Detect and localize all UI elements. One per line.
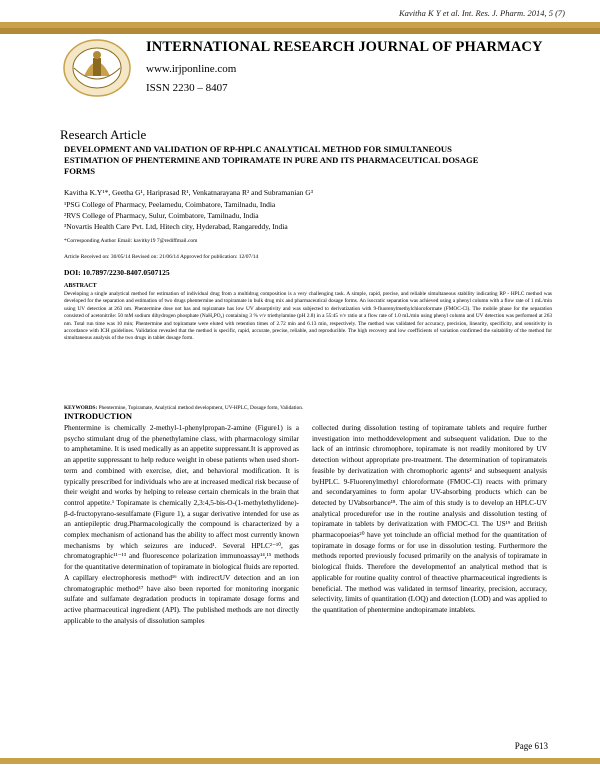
- affiliation-1: ¹PSG College of Pharmacy, Peelamedu, Coimbatore, Tamilnadu, India: [64, 200, 276, 209]
- journal-title: INTERNATIONAL RESEARCH JOURNAL OF PHARMACY: [146, 39, 543, 55]
- article-title: DEVELOPMENT AND VALIDATION OF RP-HPLC ANALYTICAL METHOD FOR SIMULTANEOUS ESTIMATION OF PHENTERMINE AND TOPIRAMATE IN PURE AND ITS PHARMACEUTICAL DOSAGE FORMS: [64, 144, 479, 176]
- introduction-column-right: collected during dissolution testing of topiramate tablets and require further investigation into methoddevelopment and subsequent validation. Due to the lack of an intrinsic chromophore, topiramate is not readily monitored by UV detection without appropriate pre-treatment. The determination of topiramateis feasible by derivatization with chromophoric agents² and subsequent analysis byHPLC. 9-Fluorenylmethyl chloroformate (FMOC-Cl) reacts with primary and secondaryamines to form apolar UV-absorbing products which can be detected by UVabsorbance¹⁸. The aim of this study is to develop an HPLC-UV analytical procedurefor use in the routine analysis and dissolution testing of topiramate in tablets by derivatization with FMOC-Cl. The US¹⁹ and British pharmacopoeias²⁰ have yet toinclude an official method for the quantitation of topiramate in dosage forms or for use in dissolution testing. Furthermore the methods reported previously focused primarily on the analysis of topiramate in biological fluids. Therefore the developmentof an analytical method that is applicable for routine quality control of theactive pharmaceutical ingredients is beneficial. The method was validated in termsof linearity, precision, accuracy, selectivity, limits of quantitation (LOQ) and detection (LOD) and was applied to the quantitation of phentermine andtopiramate intablets.: [312, 423, 547, 614]
- abstract-heading: ABSTRACT: [64, 283, 97, 289]
- author-list: Kavitha K.Y¹*, Geetha G¹, Hariprasad R¹, Venkatnarayana R² and Subramanian G³: [64, 188, 313, 197]
- keywords: [64, 405, 552, 411]
- corresponding-author: *Corresponding Author Email: kavitky19 7@rediffmail.com: [64, 238, 198, 244]
- journal-logo-icon: [62, 38, 132, 98]
- introduction-heading: INTRODUCTION: [64, 411, 133, 421]
- affiliation-2: ²RVS College of Pharmacy, Sulur, Coimbatore, Tamilnadu, India: [64, 211, 259, 220]
- page-number: Page 613: [514, 741, 548, 751]
- journal-issn: ISSN 2230 – 8407: [146, 82, 228, 94]
- doi[interactable]: DOI: 10.7897/2230-8407.0507125: [64, 268, 170, 277]
- journal-website-link[interactable]: www.irjponline.com: [146, 63, 237, 75]
- header-rule-shade: [0, 28, 600, 34]
- keywords-text: Phentermine, Topiramate, Analytical method development, UV-HPLC, Dosage form, Validation.: [98, 405, 304, 411]
- keywords-label: KEYWORDS:: [64, 405, 98, 411]
- footer-rule: [0, 758, 600, 764]
- affiliation-3: ³Novartis Health Care Pvt. Ltd, Hitech city, Hyderabad, Rangareddy, India: [64, 222, 288, 231]
- running-head: Kavitha K Y et al. Int. Res. J. Pharm. 2014, 5 (7): [399, 8, 565, 18]
- abstract-text: Developing a single analytical method for estimation of individual drug from a multidrug composition is a very challenging task. A simple, rapid, precise, and reliable simultaneous stability indicating RP - HPLC method was developed for the separation and estimation of two drugs phentermine and topiramate in bulk drug mix and pharmaceutical dosage forms. An isocratic separation was achieved using a phenyl column with a flow rate of 1 mL/min using UV detection at 263 nm. Phentermine dose not has and topiramate has low UV absorptivity and was subjected to derivatization with 9-fluorenylmethylchloroformate (FMOC-Cl). The mobile phase for the separation consisted of acetonitrile: 50 mM sodium dihydrogen phosphate (NaH₂PO₄) containing 3 % v/v triethylamine (pH 2.8) in a 55:45 v/v ratio at a flow rate of 1.0 mL/min using phenyl column and UV detection was performed at 263 nm. Total run time was 10 min; Phentermine and topiramate were eluted with retention times of 2.72 min and 6.13 min, respectively. The method was validated for accuracy, precision, linearity, specificity, and sensitivity in accordance with ICH guidelines. Validation revealed that the method is specific, rapid, accurate, precise, reliable, and reproducible. The high recovery and low coefficients of variation confirmed the suitability of the method for simultaneous analysis of the two drugs in tablet dosage form.: [64, 291, 552, 342]
- section-label: Research Article: [60, 127, 147, 142]
- introduction-column-left: Phentermine is chemically 2-methyl-1-phenylpropan-2-amine (Figure1) is a psycho stimulant drug of the phenethylamine class, with pharmacology similar to amphetamine. It is used medically as an appetite suppressant.It is approved as an appetite suppressant to help reduce weight in obese patients when used short-term and combined with exercise, diet, and behavioral modification. It is typically prescribed for individuals who are at increased medical risk because of their weight and works by helping to release certain chemicals in the brain that control appetite.¹ Topiramate is chemically 2,3:4,5-bis-O-(1-methylethylidene)-β-d-fructopyrano-sesulfamate (Figure 1), a sugar derivative intended for use as an antiepileptic drug.Pharmacologically the compound is characterized by a complex mechanism of actionand has the ability to affect most currently known mechanisms by which seizures are induced¹. Several HPLC²⁻¹⁰, gas chromatographic¹¹⁻¹³ and fluorescence polarization immunoassay¹⁴,¹⁵ methods for the quantitative determination of topiramate in biological fluids are reported. A capillary electrophoresis method¹⁶ with indirectUV detection and an ion chromatographic method¹⁷ have also been reported for monitoring inorganic sulfate and sulfamate degradation products in topiramate dosage forms and active pharmaceutical ingredient (API). The published methods are not directly applicable to the analysis of dissolution samples: [64, 423, 299, 625]
- article-dates: Article Received on: 30/05/14 Revised on: 21/06/14 Approved for publication: 12/07/14: [64, 254, 259, 260]
